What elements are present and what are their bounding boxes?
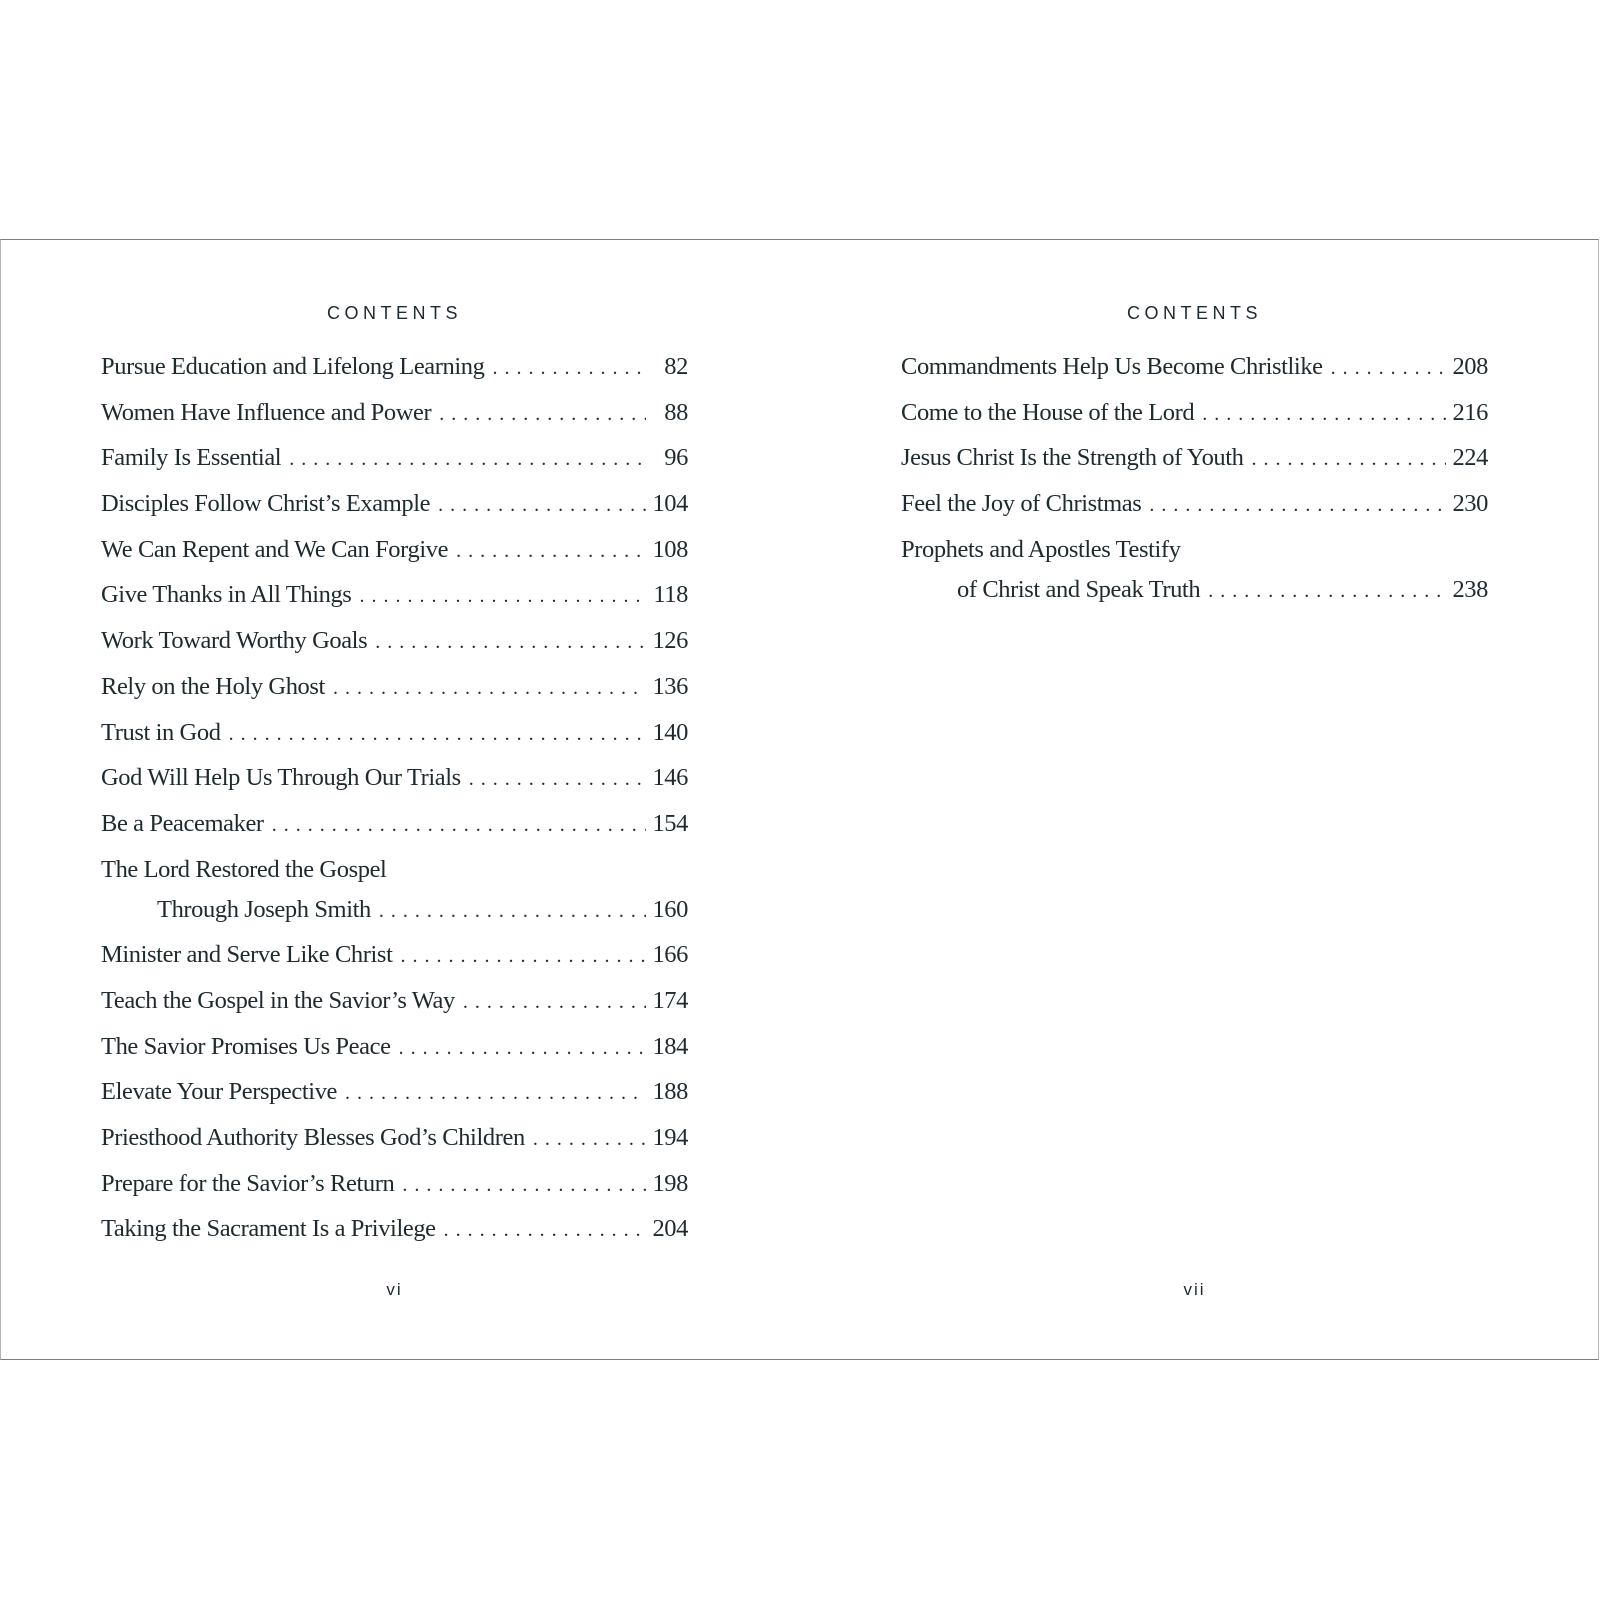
toc-entry-title: God Will Help Us Through Our Trials (101, 764, 461, 792)
toc-entry (101, 713, 688, 753)
toc-entry-page-number: 118 (653, 581, 688, 609)
toc-entry-page-number: 198 (652, 1169, 688, 1197)
toc-line (101, 1072, 688, 1112)
toc-entry-title: Pursue Education and Lifelong Learning (101, 353, 485, 380)
toc-line (101, 393, 688, 433)
dot-leader (400, 936, 646, 976)
toc-line (101, 1027, 688, 1067)
dot-leader (1252, 439, 1446, 479)
toc-line (101, 347, 688, 387)
toc-entry-page-number: 154 (652, 809, 688, 837)
dot-leader (229, 714, 646, 754)
dot-leader (1208, 571, 1446, 611)
dot-leader (399, 1028, 646, 1068)
toc-line (101, 804, 688, 844)
toc-entry-page-number: 224 (1452, 444, 1488, 472)
toc-entry-page-number: 82 (664, 353, 688, 380)
contents-heading: CONTENTS (327, 303, 462, 323)
toc-entry-title-continued: of Christ and Speak Truth (957, 575, 1201, 603)
toc-entry (101, 1209, 688, 1249)
toc-entry-title: Taking the Sacrament Is a Privilege (101, 1215, 436, 1243)
toc-entry-title: Be a Peacemaker (101, 809, 264, 837)
toc-entry-title: Feel the Joy of Christmas (901, 490, 1142, 518)
table-of-contents (901, 347, 1488, 615)
toc-entry-page-number: 88 (664, 398, 688, 426)
toc-line (901, 438, 1488, 478)
toc-line (101, 438, 688, 478)
toc-line (101, 575, 688, 615)
page-number: vii (1183, 1280, 1206, 1299)
toc-line (101, 530, 688, 570)
table-of-contents (101, 347, 688, 1255)
toc-entry (101, 530, 688, 570)
dot-leader (375, 622, 646, 662)
toc-entry-title: Women Have Influence and Power (101, 398, 432, 426)
toc-entry-page-number: 238 (1452, 575, 1488, 603)
toc-entry (101, 438, 688, 478)
toc-entry-page-number: 194 (652, 1124, 688, 1151)
dot-leader (359, 576, 646, 616)
toc-line (101, 1164, 688, 1204)
dot-leader (463, 982, 646, 1022)
toc-entry (901, 393, 1488, 433)
toc-entry-title: Come to the House of the Lord (901, 398, 1195, 426)
toc-entry (101, 575, 688, 615)
dot-leader (533, 1119, 646, 1159)
toc-entry (101, 981, 688, 1021)
toc-entry-page-number: 108 (652, 535, 688, 563)
dot-leader (289, 439, 646, 479)
toc-entry-title: Work Toward Worthy Goals (101, 627, 368, 655)
toc-entry-title: Prepare for the Savior’s Return (101, 1169, 395, 1197)
toc-entry (101, 850, 688, 930)
toc-entry-page-number: 230 (1452, 490, 1488, 518)
toc-line (101, 981, 688, 1021)
toc-entry-page-number: 204 (652, 1215, 688, 1243)
toc-entry-title: Commandments Help Us Become Christlike (901, 353, 1323, 380)
toc-line (101, 890, 688, 930)
toc-entry-title: Prophets and Apostles Testify (901, 535, 1181, 563)
toc-entry-title-continued: Through Joseph Smith (157, 895, 371, 923)
toc-entry-page-number: 166 (652, 941, 688, 969)
page-number: vi (386, 1280, 403, 1299)
toc-entry-page-number: 184 (652, 1032, 688, 1060)
toc-entry-page-number: 160 (652, 895, 688, 923)
toc-entry (101, 935, 688, 975)
toc-line (901, 347, 1488, 387)
toc-line (101, 758, 688, 798)
toc-entry (901, 347, 1488, 387)
dot-leader (402, 1165, 646, 1205)
toc-entry (101, 1118, 688, 1158)
toc-entry-title: The Lord Restored the Gospel (101, 855, 387, 883)
dot-leader (439, 394, 646, 434)
toc-entry-page-number: 136 (652, 672, 688, 700)
left-page (101, 240, 688, 1359)
book-spread (0, 239, 1599, 1360)
toc-entry-title: Family Is Essential (101, 444, 282, 472)
toc-entry-page-number: 96 (664, 444, 688, 472)
dot-leader (438, 485, 646, 525)
dot-leader (456, 531, 646, 571)
dot-leader (333, 668, 646, 708)
toc-entry-page-number: 208 (1452, 353, 1488, 380)
toc-entry-title: The Savior Promises Us Peace (101, 1032, 391, 1060)
toc-entry-page-number: 216 (1452, 398, 1488, 426)
toc-entry-title: Disciples Follow Christ’s Example (101, 490, 431, 518)
toc-entry-title: Elevate Your Perspective (101, 1078, 338, 1106)
right-page (901, 240, 1488, 1359)
dot-leader (1202, 394, 1446, 434)
toc-entry (901, 530, 1488, 610)
toc-entry (101, 393, 688, 433)
toc-entry (101, 758, 688, 798)
toc-entry (101, 1164, 688, 1204)
toc-entry-page-number: 104 (652, 490, 688, 518)
toc-line (101, 1209, 688, 1249)
toc-line (901, 484, 1488, 524)
contents-heading: CONTENTS (1127, 303, 1262, 323)
toc-line (101, 1118, 688, 1158)
toc-line (101, 484, 688, 524)
toc-entry-page-number: 146 (652, 764, 688, 792)
toc-entry-page-number: 126 (652, 627, 688, 655)
dot-leader (469, 759, 646, 799)
toc-entry (101, 1027, 688, 1067)
toc-entry-title: Rely on the Holy Ghost (101, 672, 325, 700)
toc-entry-page-number: 174 (652, 986, 688, 1014)
toc-line (101, 667, 688, 707)
toc-entry (101, 347, 688, 387)
dot-leader (345, 1073, 646, 1113)
toc-entry-title: Teach the Gospel in the Savior’s Way (101, 986, 455, 1014)
toc-entry (901, 484, 1488, 524)
toc-entry-title: Priesthood Authority Blesses God’s Children (101, 1124, 525, 1151)
dot-leader (444, 1210, 646, 1250)
toc-entry (101, 621, 688, 661)
toc-line (101, 850, 688, 890)
toc-entry (101, 484, 688, 524)
toc-entry-title: Jesus Christ Is the Strength of Youth (901, 444, 1244, 472)
dot-leader (1149, 485, 1446, 525)
toc-line (101, 713, 688, 753)
toc-line (101, 621, 688, 661)
toc-entry-title: We Can Repent and We Can Forgive (101, 535, 449, 563)
toc-entry-page-number: 140 (652, 718, 688, 746)
dot-leader (493, 348, 647, 388)
toc-line (901, 393, 1488, 433)
toc-entry (101, 667, 688, 707)
dot-leader (1331, 348, 1446, 388)
toc-entry (901, 438, 1488, 478)
toc-entry (101, 804, 688, 844)
toc-entry (101, 1072, 688, 1112)
toc-line (101, 935, 688, 975)
toc-entry-title: Give Thanks in All Things (101, 581, 352, 609)
toc-line (901, 530, 1488, 570)
dot-leader (272, 805, 646, 845)
toc-entry-page-number: 188 (652, 1078, 688, 1106)
toc-line (901, 570, 1488, 610)
dot-leader (379, 891, 646, 931)
toc-entry-title: Minister and Serve Like Christ (101, 941, 393, 969)
toc-entry-title: Trust in God (101, 718, 221, 746)
